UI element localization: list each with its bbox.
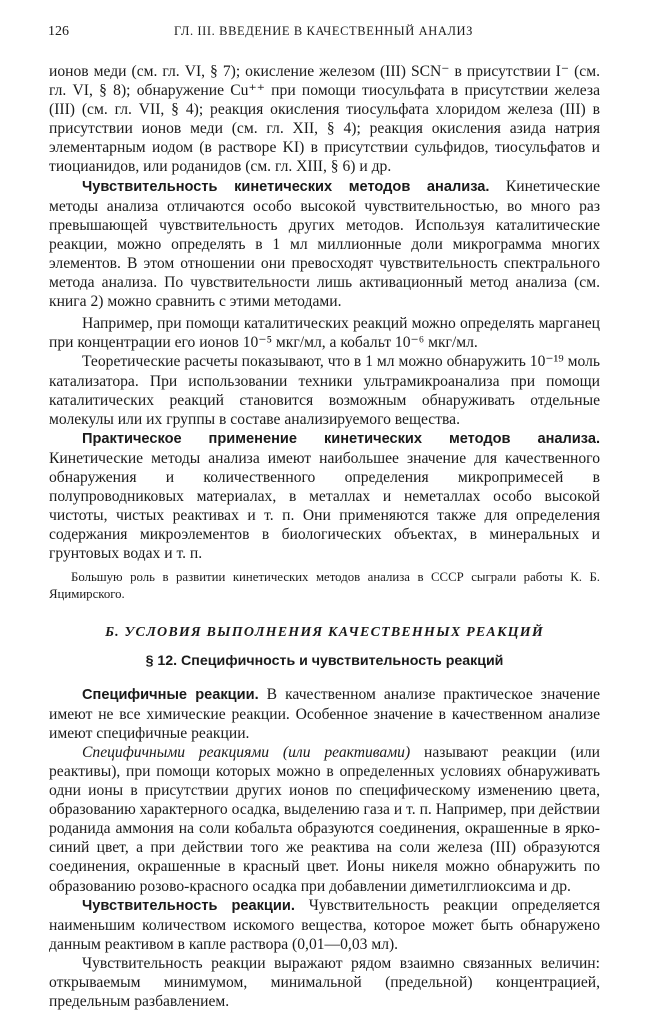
page-body [49,62,600,1011]
paragraph-text: Кинетические методы анализа имеют наибольшее значение для качественного обнаружения и количественного определения микропримесей в полупроводниковых материалах, в металлах и неметаллах особо высокой чистоты, чистых реактивах и т. п. Они применяются также для определения содержания микроэлементов в биологических объектах, в минеральных и грунтовых водах и т. п. [49,449,600,563]
paragraph-practical-application [49,429,600,564]
paragraph-heading: Практическое применение кинетических методов анализа. [82,430,600,447]
footnote-remark: Большую роль в развитии кинетических методов анализа в СССР сыграли работы К. Б. Яцимирского. [49,570,600,602]
paragraph-text: В качественном анализе практическое значение имеют не все химические реакции. Особенное значение в качественном анализе имеют специфичные реакции. [49,685,600,742]
paragraph-example: Например, при помощи каталитических реакций можно определять марганец при концентрации его ионов 10⁻⁵ мкг/мл, а кобальт 10⁻⁶ мкг/мл. [49,315,600,352]
paragraph-continued: ионов меди (см. гл. VI, § 7); окисление железом (III) SCN⁻ в присутствии I⁻ (см. гл. VI, § 8); обнаружение Cu⁺⁺ при помощи тиосульфата в присутствии железа (III) (см. гл. VII, § 4); реакция окисления тиосульфата хлоридом железа (III) в присутствии ионов меди (см. гл. XII, § 4); реакция окисления азида натрия элементарным иодом (в растворе KI) в присутствии сульфидов, тиосульфатов и тиоцианидов, или роданидов (см. гл. XIII, § 6) и др. [49,63,600,176]
paragraph-text: Чувствительность реакции определяется наименьшим количеством искомого вещества, которое может быть обнаружено данным реактивом в капле раствора (0,01—0,03 мл). [49,896,601,953]
paragraph-term: Специфичными реакциями (или реактивами) [82,743,411,761]
paragraph-specific-reactions [49,685,600,743]
paragraph-kinetic-sensitivity [49,177,600,312]
section-heading: Б. УСЛОВИЯ ВЫПОЛНЕНИЯ КАЧЕСТВЕННЫХ РЕАКЦИЙ [105,624,544,640]
running-title: ГЛ. III. ВВЕДЕНИЕ В КАЧЕСТВЕННЫЙ АНАЛИЗ [173,24,474,38]
paragraph-heading: Чувствительность реакции. [82,897,295,914]
page-header [48,24,599,44]
subsection-heading: § 12. Специфичность и чувствительность реакций [145,652,504,669]
paragraph-sensitivity-measures: Чувствительность реакции выражают рядом взаимно связанных величин: открываемым минимумом, минимальной (предельной) концентрацией, предельным разбавлением. [49,954,600,1011]
paragraph-heading: Чувствительность кинетических методов анализа. [82,178,490,195]
paragraph-theory: Теоретические расчеты показывают, что в 1 мл можно обнаружить 10⁻¹⁹ моль катализатора. При использовании техники ультрамикроанализа при помощи каталитических реакций становится возможным обнаруживать отдельные молекулы или их группы в составе анализируемого вещества. [49,353,600,428]
paragraph-text: Кинетические методы анализа отличаются особо высокой чувствительностью, во много раз превышающей чувствительность других методов. Используя каталитические реакции, можно определять в 1 мл миллионные доли микрограмма многих элементов. В этом отношении они превосходят чувствительность спектрального метода анализа. По чувствительности лишь активационный метод анализа (см. книга 2) можно сравнить с этими методами. [49,177,600,311]
page-number: 126 [48,24,69,39]
paragraph-text: называют реакции (или реактивы), при помощи которых можно в определенных условиях обнаруживать одни ионы в присутствии других ионов по специфическому изменению цвета, образованию характерного осадка, выделению газа и т. п. Например, при действии роданида аммония на соли кобальта образуются соединения, окрашенные в ярко-синий цвет, а при действии того же реактива на соли железа (III) образуются соединения, окрашенные в красный цвет. Ионы никеля можно обнаружить по образованию розово-красного осадка при добавлении диметилглиоксима и др. [49,743,600,895]
paragraph-heading: Специфичные реакции. [82,686,259,703]
paragraph-specific-definition [49,743,600,896]
paragraph-sensitivity [49,896,600,954]
